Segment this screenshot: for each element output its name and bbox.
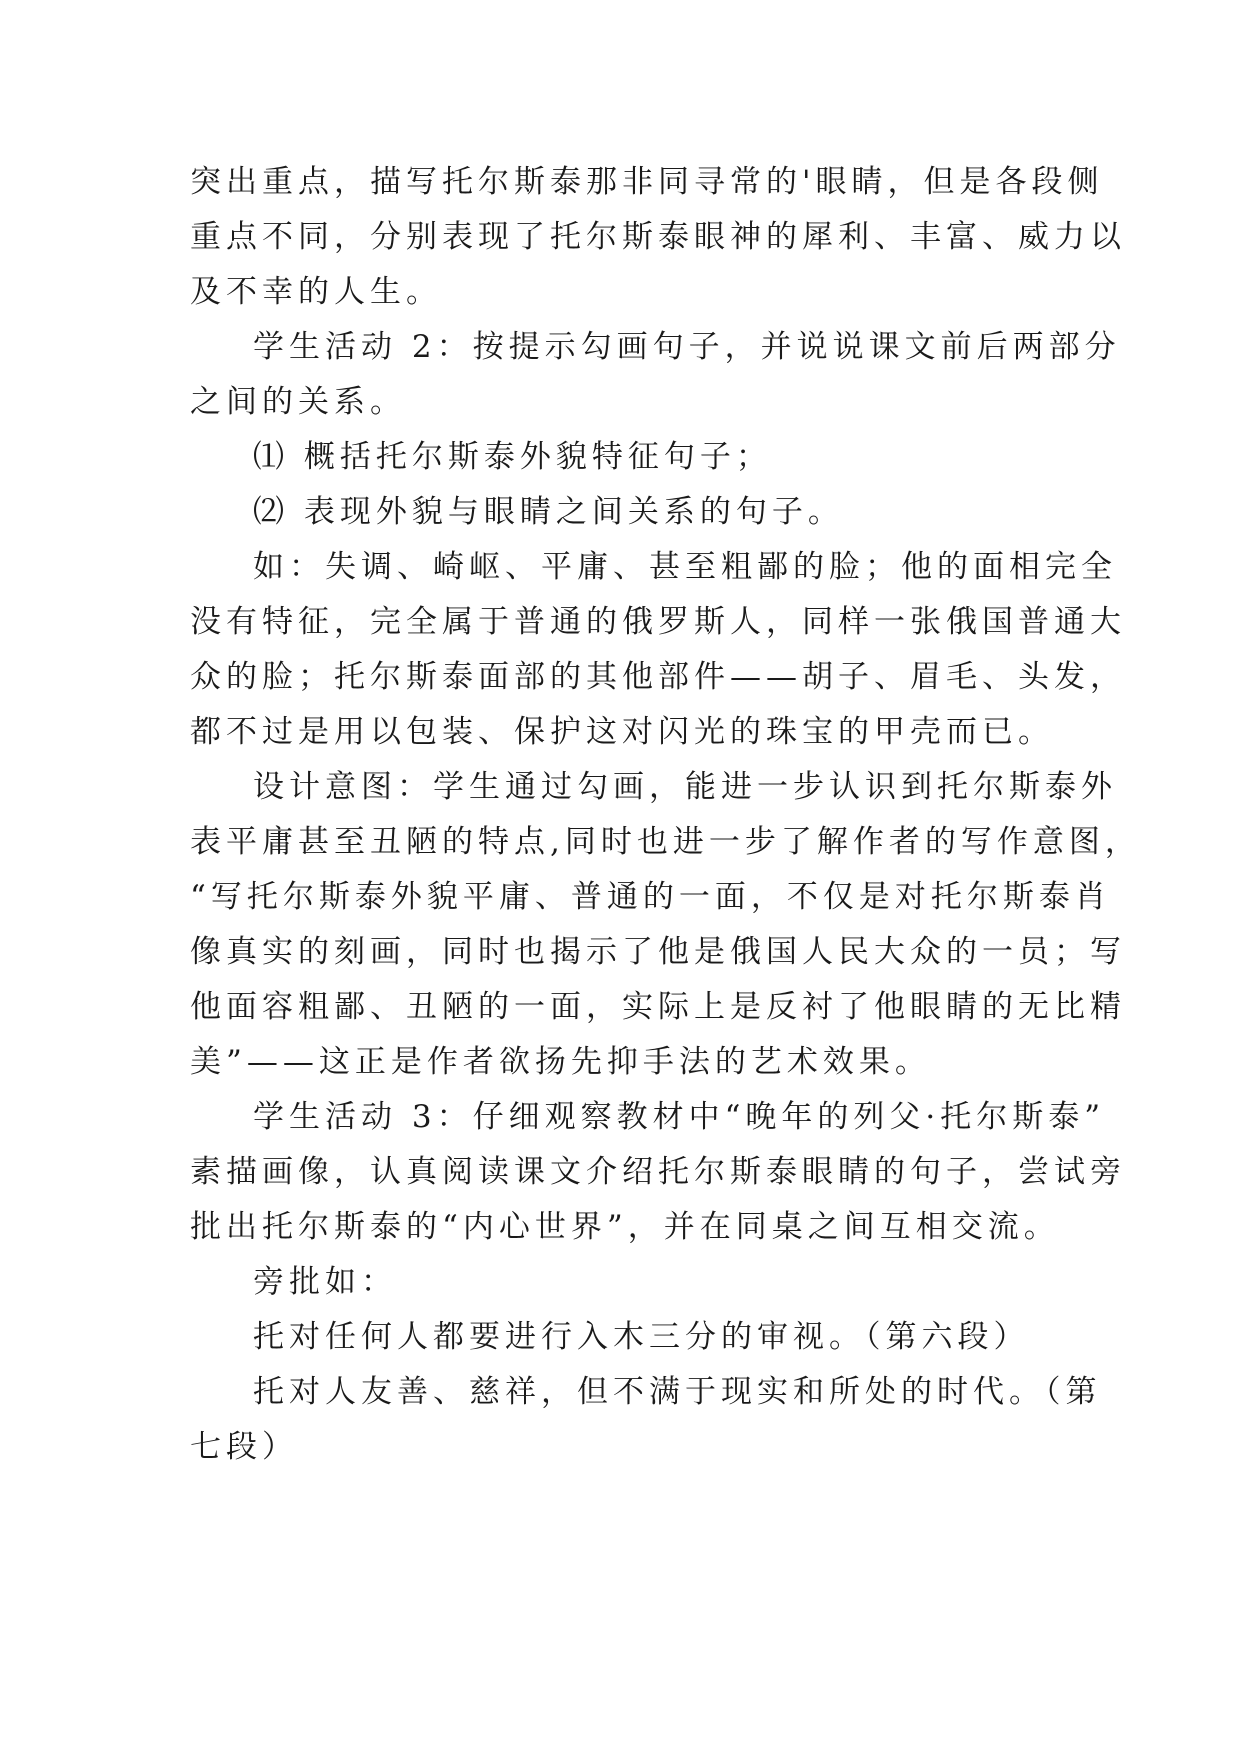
text-line: 都不过是用以包装、保护这对闪光的珠宝的甲壳而已。	[190, 714, 1054, 750]
text-line: 他面容粗鄙、丑陋的一面，实际上是反衬了他眼睛的无比精	[190, 989, 1126, 1025]
text-line: 素描画像，认真阅读课文介绍托尔斯泰眼睛的句子，尝试旁	[190, 1154, 1126, 1190]
text-line: 之间的关系。	[190, 384, 406, 420]
text-line: 旁批如：	[253, 1264, 397, 1300]
text-line: 如：失调、崎岖、平庸、甚至粗鄙的脸；他的面相完全	[253, 549, 1117, 585]
text-line: ⑴ 概括托尔斯泰外貌特征句子；	[253, 439, 772, 475]
text-line: 七段）	[190, 1429, 298, 1465]
text-line: 学生活动 3：仔细观察教材中“晚年的列父·托尔斯泰”	[253, 1099, 1106, 1135]
text-line: 托对人友善、慈祥，但不满于现实和所处的时代。（第	[253, 1374, 1102, 1410]
text-line: 重点不同，分别表现了托尔斯泰眼神的犀利、丰富、威力以	[190, 219, 1126, 255]
text-line: 托对任何人都要进行入木三分的审视。（第六段）	[253, 1319, 1030, 1355]
text-line: 没有特征，完全属于普通的俄罗斯人，同样一张俄国普通大	[190, 604, 1126, 640]
text-line: 设计意图：学生通过勾画，能进一步认识到托尔斯泰外	[253, 769, 1117, 805]
text-line: 突出重点，描写托尔斯泰那非同寻常的'眼睛，但是各段侧	[190, 164, 1104, 200]
text-line: “写托尔斯泰外貌平庸、普通的一面，不仅是对托尔斯泰肖	[190, 879, 1111, 915]
text-line: 批出托尔斯泰的“内心世界”，并在同桌之间互相交流。	[190, 1209, 1060, 1245]
text-line: ⑵ 表现外貌与眼睛之间关系的句子。	[253, 494, 844, 530]
text-line: 及不幸的人生。	[190, 274, 442, 310]
text-line: 像真实的刻画，同时也揭示了他是俄国人民大众的一员；写	[190, 934, 1126, 970]
text-line: 表平庸甚至丑陋的特点,同时也进一步了解作者的写作意图，	[190, 824, 1141, 860]
text-line: 众的脸；托尔斯泰面部的其他部件——胡子、眉毛、头发，	[190, 659, 1126, 695]
text-line: 美”——这正是作者欲扬先抑手法的艺术效果。	[190, 1044, 931, 1080]
text-line: 学生活动 2：按提示勾画句子，并说说课文前后两部分	[253, 329, 1121, 365]
